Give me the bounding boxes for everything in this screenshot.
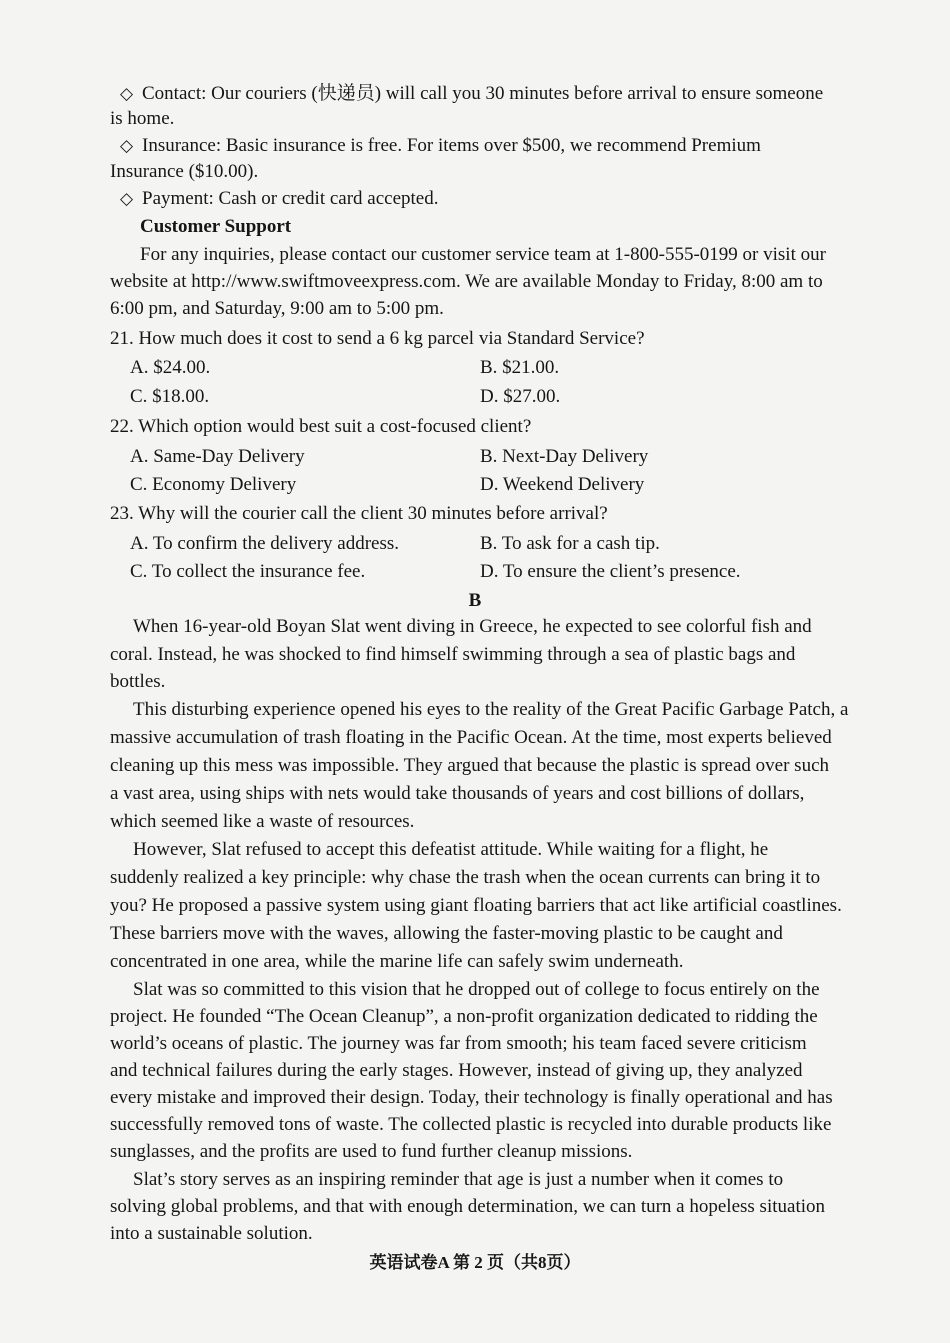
note-insurance-cont: Insurance ($10.00). [110, 161, 259, 182]
question-23-stem: 23. Why will the courier call the client 30 minutes before arrival? [110, 503, 608, 524]
passage-line-5: massive accumulation of trash floating in the Pacific Ocean. At the time, most experts believed [110, 727, 832, 748]
q22-option-b: B. Next-Day Delivery [480, 446, 649, 467]
q21-option-b: B. $21.00. [480, 357, 560, 378]
passage-line-2: coral. Instead, he was shocked to find himself swimming through a sea of plastic bags and [110, 644, 796, 665]
passage-line-1: When 16-year-old Boyan Slat went diving in Greece, he expected to see colorful fish and [133, 616, 812, 637]
diamond-bullet-icon: ◇ [120, 136, 134, 155]
q21-option-d: D. $27.00. [480, 386, 561, 407]
question-21-stem: 21. How much does it cost to send a 6 kg parcel via Standard Service? [110, 328, 645, 349]
q21-option-c: C. $18.00. [130, 386, 210, 407]
passage-line-20: sunglasses, and the profits are used to fund further cleanup missions. [110, 1141, 633, 1162]
passage-line-8: which seemed like a waste of resources. [110, 811, 415, 832]
diamond-bullet-icon: ◇ [120, 189, 134, 208]
passage-line-22: solving global problems, and that with enough determination, we can turn a hopeless situation [110, 1196, 825, 1217]
support-line-3: 6:00 pm, and Saturday, 9:00 am to 5:00 pm. [110, 298, 444, 319]
passage-line-13: concentrated in one area, while the marine life can safely swim underneath. [110, 951, 684, 972]
passage-line-9: However, Slat refused to accept this defeatist attitude. While waiting for a flight, he [133, 839, 769, 860]
passage-line-12: These barriers move with the waves, allowing the faster-moving plastic to be caught and [110, 923, 783, 944]
support-line-1: For any inquiries, please contact our customer service team at 1-800-555-0199 or visit our [140, 244, 826, 265]
passage-line-17: and technical failures during the early stages. However, instead of giving up, they analyzed [110, 1060, 803, 1081]
question-22-stem: 22. Which option would best suit a cost-focused client? [110, 416, 532, 437]
note-payment [120, 188, 439, 210]
section-b-label: B [468, 590, 482, 611]
passage-line-19: successfully removed tons of waste. The collected plastic is recycled into durable products like [110, 1114, 832, 1135]
note-contact [120, 83, 823, 105]
passage-line-21: Slat’s story serves as an inspiring reminder that age is just a number when it comes to [133, 1169, 784, 1190]
q23-option-c: C. To collect the insurance fee. [130, 561, 366, 582]
passage-line-10: suddenly realized a key principle: why chase the trash when the ocean currents can bring it to [110, 867, 821, 888]
note-payment-text: Payment: Cash or credit card accepted. [142, 188, 439, 209]
note-contact-text: Contact: Our couriers (快递员) will call you 30 minutes before arrival to ensure someone [142, 83, 824, 104]
q22-option-d: D. Weekend Delivery [480, 474, 645, 495]
diamond-bullet-icon: ◇ [120, 84, 134, 103]
passage-line-6: cleaning up this mess was impossible. They argued that because the plastic is spread over such [110, 755, 830, 776]
note-contact-cont: is home. [110, 108, 175, 129]
passage-line-14: Slat was so committed to this vision that he dropped out of college to focus entirely on the [133, 979, 820, 1000]
passage-line-18: every mistake and improved their design. Today, their technology is finally operational and has [110, 1087, 833, 1108]
q23-option-b: B. To ask for a cash tip. [480, 533, 660, 554]
note-insurance-text: Insurance: Basic insurance is free. For items over $500, we recommend Premium [142, 135, 761, 156]
support-heading: Customer Support [140, 216, 292, 237]
q23-option-d: D. To ensure the client’s presence. [480, 561, 741, 582]
passage-line-4: This disturbing experience opened his eyes to the reality of the Great Pacific Garbage Patch, a [133, 699, 849, 720]
passage-line-11: you? He proposed a passive system using giant floating barriers that act like artificial coastlines. [110, 895, 842, 916]
support-line-2: website at http://www.swiftmoveexpress.com. We are available Monday to Friday, 8:00 am to [110, 271, 823, 292]
q21-option-a: A. $24.00. [130, 357, 211, 378]
q22-option-a: A. Same-Day Delivery [130, 446, 305, 467]
passage-line-15: project. He founded “The Ocean Cleanup”, a non-profit organization dedicated to ridding the [110, 1006, 818, 1027]
passage-line-7: a vast area, using ships with nets would take thousands of years and cost billions of dollars, [110, 783, 805, 804]
passage-line-3: bottles. [110, 671, 166, 692]
passage-line-16: world’s oceans of plastic. The journey was far from smooth; his team faced severe criticism [110, 1033, 807, 1054]
passage-line-23: into a sustainable solution. [110, 1223, 313, 1244]
page-footer: 英语试卷A 第 2 页（共8页） [369, 1253, 581, 1272]
q22-option-c: C. Economy Delivery [130, 474, 297, 495]
note-insurance [120, 135, 761, 157]
q23-option-a: A. To confirm the delivery address. [130, 533, 399, 554]
